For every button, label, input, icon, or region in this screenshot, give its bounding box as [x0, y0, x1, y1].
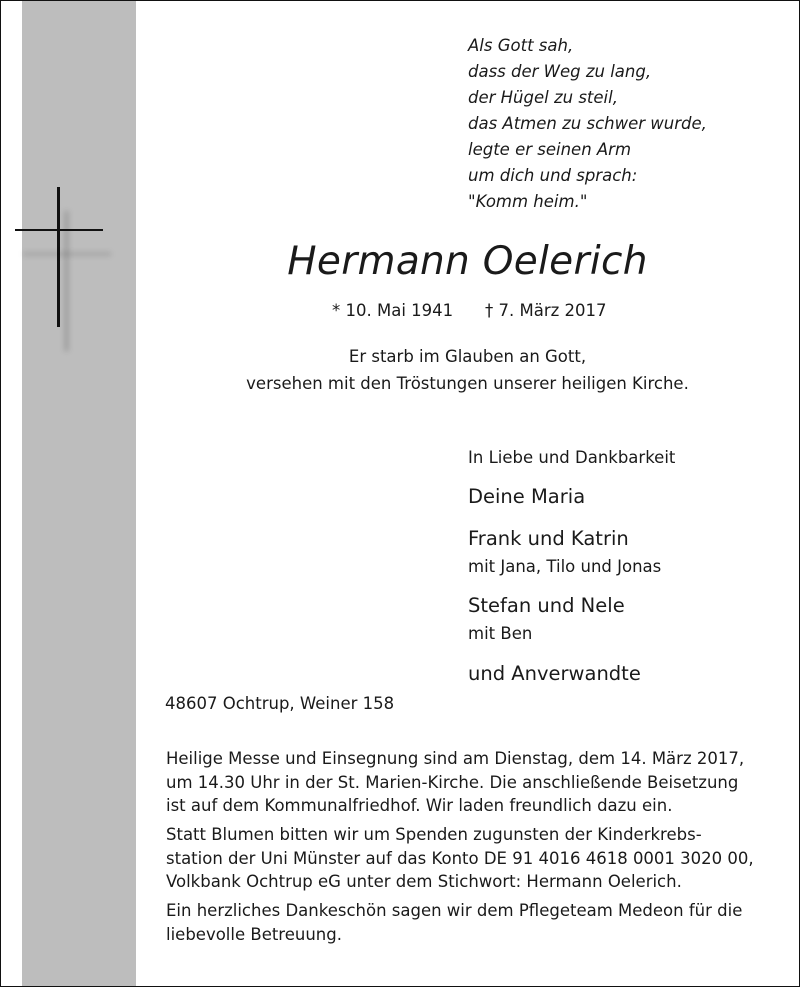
gray-side-band — [22, 1, 136, 986]
mass-paragraph — [166, 747, 778, 818]
thanks-line: liebevolle Betreuung. — [166, 924, 342, 944]
mourners-intro: In Liebe und Dankbarkeit — [468, 448, 676, 467]
donation-line: Volkbank Ochtrup eG unter dem Stichwort: Hermann Oelerich. — [166, 872, 682, 891]
poem-line: legte er seinen Arm — [468, 140, 632, 159]
poem-line: "Komm heim." — [468, 192, 588, 211]
faith-line: versehen mit den Tröstungen unserer heiligen Kirche. — [246, 374, 689, 393]
mass-line: um 14.30 Uhr in der St. Marien-Kirche. Die anschließende Beisetzung — [166, 772, 739, 792]
deceased-name: Hermann Oelerich — [287, 239, 648, 284]
birth-date: * 10. Mai 1941 — [332, 301, 454, 320]
mourner-family-2-children: mit Ben — [468, 624, 533, 643]
address: 48607 Ochtrup, Weiner 158 — [165, 694, 395, 713]
poem-line: Als Gott sah, — [468, 36, 574, 55]
donation-line: Statt Blumen bitten wir um Spenden zugunsten der Kinderkrebs- — [166, 825, 702, 844]
donation-line: station der Uni Münster auf das Konto DE 91 4016 4618 0001 3020 00, — [166, 848, 754, 868]
faith-statement — [136, 343, 799, 397]
donation-paragraph — [166, 823, 778, 894]
mass-line: Heilige Messe und Einsegnung sind am Dienstag, dem 14. März 2017, — [166, 749, 745, 768]
thanks-paragraph — [166, 899, 778, 946]
mourner-relatives: und Anverwandte — [468, 662, 641, 685]
thanks-line: Ein herzliches Dankeschön sagen wir dem Pflegeteam Medeon für die — [166, 901, 743, 920]
mourner-family-2: Stefan und Nele — [468, 594, 625, 617]
faith-line: Er starb im Glauben an Gott, — [348, 347, 587, 366]
death-date: † 7. März 2017 — [485, 301, 607, 320]
poem-line: um dich und sprach: — [468, 166, 638, 185]
mourner-family-1-children: mit Jana, Tilo und Jonas — [468, 557, 662, 576]
mourner-family-1: Frank und Katrin — [468, 527, 629, 550]
poem — [468, 33, 707, 215]
poem-line: der Hügel zu steil, — [468, 88, 618, 107]
mourner-wife: Deine Maria — [468, 485, 586, 508]
poem-line: dass der Weg zu lang, — [468, 62, 652, 81]
poem-line: das Atmen zu schwer wurde, — [468, 114, 707, 133]
mass-line: ist auf dem Kommunalfriedhof. Wir laden freundlich dazu ein. — [166, 796, 673, 815]
